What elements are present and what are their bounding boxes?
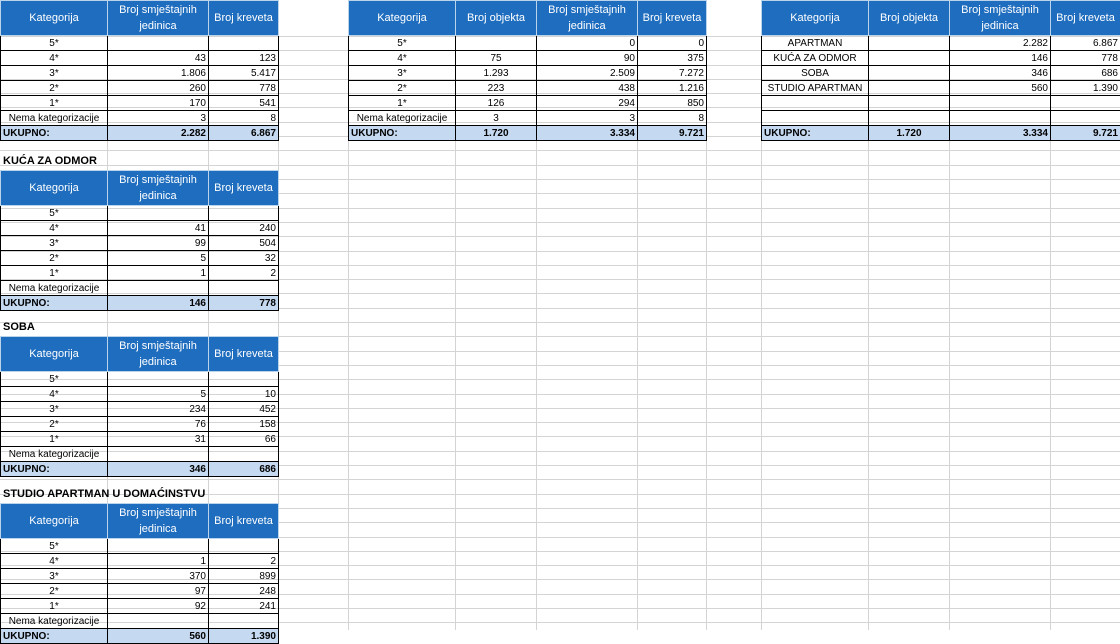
- cell-o[interactable]: 1.720: [869, 126, 950, 141]
- cell-k[interactable]: 2*: [1, 251, 108, 266]
- cell-b[interactable]: [1051, 111, 1120, 126]
- cell-j[interactable]: 346: [108, 462, 209, 477]
- table-row: [349, 36, 707, 51]
- cell-b[interactable]: 1.390: [1051, 81, 1120, 96]
- table-row: [349, 51, 707, 66]
- total-row: [1, 462, 279, 477]
- cell-o[interactable]: [869, 36, 950, 51]
- table-row: [1, 221, 279, 236]
- table-row: [1, 447, 279, 462]
- total-row: [1, 629, 279, 644]
- header-row: [1, 504, 279, 539]
- header-broj-jedinica: Broj smještajnih jedinica: [108, 1, 209, 36]
- header-kategorija: Kategorija: [762, 1, 869, 36]
- cell-k[interactable]: Nema kategorizacije: [1, 281, 108, 296]
- cell-k[interactable]: 5*: [349, 36, 456, 51]
- apartman-table: [0, 0, 279, 141]
- cell-b[interactable]: 6.867: [1051, 36, 1120, 51]
- cell-j[interactable]: [108, 539, 209, 554]
- table-row: [1, 251, 279, 266]
- cell-b[interactable]: [209, 36, 279, 51]
- header-kategorija: Kategorija: [349, 1, 456, 36]
- kuca-za-odmor-table: [0, 170, 279, 311]
- table-row: [349, 81, 707, 96]
- cell-o[interactable]: 1.720: [456, 126, 537, 141]
- cell-b[interactable]: 0: [638, 36, 707, 51]
- section-title-kuca-za-odmor: KUĆA ZA ODMOR: [3, 154, 97, 168]
- cell-j[interactable]: 2.282: [950, 36, 1051, 51]
- cell-j[interactable]: [108, 281, 209, 296]
- cell-b[interactable]: [209, 281, 279, 296]
- table-row: [1, 539, 279, 554]
- soba-table: [0, 336, 279, 477]
- cell-j[interactable]: [108, 447, 209, 462]
- cell-k[interactable]: 4*: [1, 51, 108, 66]
- cell-b[interactable]: 10: [209, 387, 279, 402]
- cell-b[interactable]: 778: [209, 296, 279, 311]
- table-row: [1, 281, 279, 296]
- header-row: [1, 1, 279, 36]
- table-row: [1, 236, 279, 251]
- grid-row-line: [0, 150, 1120, 151]
- cell-b[interactable]: 9.721: [1051, 126, 1120, 141]
- cell-j[interactable]: 2.282: [108, 126, 209, 141]
- cell-k[interactable]: SOBA: [762, 66, 869, 81]
- table-row: [349, 111, 707, 126]
- cell-k[interactable]: 5*: [1, 372, 108, 387]
- cell-b[interactable]: 850: [638, 96, 707, 111]
- table-row: [1, 111, 279, 126]
- header-row: [1, 171, 279, 206]
- header-broj-jedinica: Broj smještajnih jedinica: [108, 171, 209, 206]
- table-row: [762, 36, 1120, 51]
- cell-j[interactable]: 2.509: [537, 66, 638, 81]
- cell-b[interactable]: 8: [638, 111, 707, 126]
- cell-b[interactable]: 504: [209, 236, 279, 251]
- cell-j[interactable]: 99: [108, 236, 209, 251]
- cell-j[interactable]: [950, 111, 1051, 126]
- header-row: [762, 1, 1120, 36]
- total-row: [1, 126, 279, 141]
- grid-row-line: [0, 322, 1120, 323]
- cell-b[interactable]: 1.390: [209, 629, 279, 644]
- cell-j[interactable]: 1: [108, 266, 209, 281]
- cell-j[interactable]: 1.806: [108, 66, 209, 81]
- table-row: [1, 206, 279, 221]
- cell-k[interactable]: 3*: [349, 66, 456, 81]
- cell-b[interactable]: 240: [209, 221, 279, 236]
- cell-b[interactable]: [209, 206, 279, 221]
- cell-k[interactable]: 1*: [349, 96, 456, 111]
- cell-j[interactable]: [108, 372, 209, 387]
- header-kategorija: Kategorija: [1, 504, 108, 539]
- cell-b[interactable]: 248: [209, 584, 279, 599]
- cell-k[interactable]: UKUPNO:: [762, 126, 869, 141]
- cell-b[interactable]: 2: [209, 554, 279, 569]
- cell-k[interactable]: UKUPNO:: [1, 629, 108, 644]
- table-row: [762, 51, 1120, 66]
- header-broj-kreveta: Broj kreveta: [638, 1, 707, 36]
- total-row: [349, 126, 707, 141]
- cell-b[interactable]: 686: [1051, 66, 1120, 81]
- table-row: [762, 96, 1120, 111]
- cell-j[interactable]: 3: [108, 111, 209, 126]
- cell-j[interactable]: [108, 614, 209, 629]
- table-row: [349, 66, 707, 81]
- cell-o[interactable]: [869, 51, 950, 66]
- cell-j[interactable]: [108, 36, 209, 51]
- table-row: [349, 96, 707, 111]
- cell-b[interactable]: 241: [209, 599, 279, 614]
- cell-b[interactable]: 899: [209, 569, 279, 584]
- table-row: [762, 111, 1120, 126]
- cell-b[interactable]: 123: [209, 51, 279, 66]
- cell-k[interactable]: 2*: [1, 584, 108, 599]
- header-kategorija: Kategorija: [1, 337, 108, 372]
- cell-b[interactable]: 1.216: [638, 81, 707, 96]
- cell-j[interactable]: 260: [108, 81, 209, 96]
- cell-k[interactable]: [762, 96, 869, 111]
- cell-k[interactable]: UKUPNO:: [349, 126, 456, 141]
- cell-b[interactable]: 66: [209, 432, 279, 447]
- header-broj-jedinica: Broj smještajnih jedinica: [950, 1, 1051, 36]
- cell-k[interactable]: 2*: [349, 81, 456, 96]
- table-row: [1, 402, 279, 417]
- table-row: [1, 36, 279, 51]
- cell-k[interactable]: 1*: [1, 432, 108, 447]
- cell-j[interactable]: 146: [108, 296, 209, 311]
- cell-k[interactable]: 1*: [1, 266, 108, 281]
- cell-j[interactable]: 146: [950, 51, 1051, 66]
- cell-b[interactable]: 8: [209, 111, 279, 126]
- cell-k[interactable]: Nema kategorizacije: [349, 111, 456, 126]
- cell-k[interactable]: 3*: [1, 402, 108, 417]
- table-row: [1, 387, 279, 402]
- cell-j[interactable]: 90: [537, 51, 638, 66]
- cell-k[interactable]: 2*: [1, 81, 108, 96]
- cell-k[interactable]: Nema kategorizacije: [1, 111, 108, 126]
- cell-j[interactable]: 560: [108, 629, 209, 644]
- cell-j[interactable]: 170: [108, 96, 209, 111]
- table-row: [1, 372, 279, 387]
- ukupno-po-vrsti-table: [761, 0, 1120, 141]
- header-row: [1, 337, 279, 372]
- cell-o[interactable]: [456, 36, 537, 51]
- cell-k[interactable]: KUĆA ZA ODMOR: [762, 51, 869, 66]
- cell-k[interactable]: 5*: [1, 36, 108, 51]
- header-broj-jedinica: Broj smještajnih jedinica: [537, 1, 638, 36]
- header-kategorija: Kategorija: [1, 1, 108, 36]
- table-row: [1, 266, 279, 281]
- header-kategorija: Kategorija: [1, 171, 108, 206]
- cell-k[interactable]: 2*: [1, 417, 108, 432]
- total-row: [762, 126, 1120, 141]
- cell-o[interactable]: 3: [456, 111, 537, 126]
- cell-b[interactable]: 158: [209, 417, 279, 432]
- cell-k[interactable]: [762, 111, 869, 126]
- cell-j[interactable]: 1: [108, 554, 209, 569]
- table-row: [1, 66, 279, 81]
- table-row: [1, 432, 279, 447]
- cell-j[interactable]: 346: [950, 66, 1051, 81]
- cell-j[interactable]: [950, 96, 1051, 111]
- cell-o[interactable]: [869, 81, 950, 96]
- cell-k[interactable]: UKUPNO:: [1, 296, 108, 311]
- cell-o[interactable]: 126: [456, 96, 537, 111]
- cell-b[interactable]: 7.272: [638, 66, 707, 81]
- cell-j[interactable]: 370: [108, 569, 209, 584]
- cell-k[interactable]: 4*: [1, 221, 108, 236]
- table-row: [1, 81, 279, 96]
- cell-k[interactable]: 3*: [1, 66, 108, 81]
- cell-k[interactable]: 1*: [1, 599, 108, 614]
- header-broj-kreveta: Broj kreveta: [209, 171, 279, 206]
- cell-j[interactable]: 76: [108, 417, 209, 432]
- total-row: [1, 296, 279, 311]
- cell-b[interactable]: 32: [209, 251, 279, 266]
- cell-b[interactable]: [1051, 96, 1120, 111]
- cell-j[interactable]: 43: [108, 51, 209, 66]
- cell-k[interactable]: 1*: [1, 96, 108, 111]
- cell-k[interactable]: 5*: [1, 206, 108, 221]
- cell-j[interactable]: 97: [108, 584, 209, 599]
- cell-j[interactable]: 31: [108, 432, 209, 447]
- grid-row-line: [0, 479, 1120, 480]
- header-row: [349, 1, 707, 36]
- cell-j[interactable]: 3: [537, 111, 638, 126]
- cell-j[interactable]: 5: [108, 251, 209, 266]
- table-row: [1, 599, 279, 614]
- cell-k[interactable]: 3*: [1, 569, 108, 584]
- cell-b[interactable]: 541: [209, 96, 279, 111]
- header-broj-kreveta: Broj kreveta: [209, 337, 279, 372]
- table-row: [1, 96, 279, 111]
- table-row: [1, 417, 279, 432]
- cell-b[interactable]: 9.721: [638, 126, 707, 141]
- header-broj-objekta: Broj objekta: [456, 1, 537, 36]
- table-row: [762, 66, 1120, 81]
- cell-j[interactable]: 41: [108, 221, 209, 236]
- cell-b[interactable]: 686: [209, 462, 279, 477]
- cell-k[interactable]: UKUPNO:: [1, 126, 108, 141]
- header-broj-kreveta: Broj kreveta: [209, 1, 279, 36]
- ukupno-po-kategoriji-table: [348, 0, 707, 141]
- table-row: [1, 569, 279, 584]
- cell-b[interactable]: 6.867: [209, 126, 279, 141]
- cell-o[interactable]: [869, 96, 950, 111]
- cell-b[interactable]: [209, 614, 279, 629]
- cell-j[interactable]: [108, 206, 209, 221]
- grid-row-line: [0, 165, 1120, 166]
- cell-k[interactable]: 4*: [349, 51, 456, 66]
- cell-j[interactable]: 294: [537, 96, 638, 111]
- cell-j[interactable]: 3.334: [537, 126, 638, 141]
- cell-o[interactable]: [869, 66, 950, 81]
- cell-b[interactable]: [209, 372, 279, 387]
- table-row: [1, 51, 279, 66]
- cell-j[interactable]: 0: [537, 36, 638, 51]
- cell-b[interactable]: 2: [209, 266, 279, 281]
- cell-k[interactable]: 4*: [1, 387, 108, 402]
- header-broj-jedinica: Broj smještajnih jedinica: [108, 337, 209, 372]
- table-row: [1, 614, 279, 629]
- cell-b[interactable]: 375: [638, 51, 707, 66]
- cell-k[interactable]: Nema kategorizacije: [1, 614, 108, 629]
- cell-b[interactable]: 5.417: [209, 66, 279, 81]
- cell-k[interactable]: STUDIO APARTMAN: [762, 81, 869, 96]
- cell-j[interactable]: 234: [108, 402, 209, 417]
- section-title-studio-apartman: STUDIO APARTMAN U DOMAĆINSTVU: [3, 487, 205, 501]
- cell-k[interactable]: 4*: [1, 554, 108, 569]
- table-row: [1, 554, 279, 569]
- cell-k[interactable]: UKUPNO:: [1, 462, 108, 477]
- header-broj-kreveta: Broj kreveta: [1051, 1, 1120, 36]
- cell-b[interactable]: 778: [209, 81, 279, 96]
- cell-k[interactable]: Nema kategorizacije: [1, 447, 108, 462]
- table-row: [762, 81, 1120, 96]
- cell-j[interactable]: 560: [950, 81, 1051, 96]
- cell-b[interactable]: [209, 539, 279, 554]
- cell-j[interactable]: 438: [537, 81, 638, 96]
- studio-apartman-table: [0, 503, 279, 644]
- cell-j[interactable]: 3.334: [950, 126, 1051, 141]
- cell-j[interactable]: 92: [108, 599, 209, 614]
- cell-o[interactable]: [869, 111, 950, 126]
- cell-k[interactable]: 3*: [1, 236, 108, 251]
- cell-o[interactable]: 75: [456, 51, 537, 66]
- cell-k[interactable]: APARTMAN: [762, 36, 869, 51]
- header-broj-jedinica: Broj smještajnih jedinica: [108, 504, 209, 539]
- cell-j[interactable]: 5: [108, 387, 209, 402]
- cell-k[interactable]: 5*: [1, 539, 108, 554]
- cell-b[interactable]: 452: [209, 402, 279, 417]
- cell-o[interactable]: 1.293: [456, 66, 537, 81]
- header-broj-kreveta: Broj kreveta: [209, 504, 279, 539]
- table-row: [1, 584, 279, 599]
- cell-b[interactable]: 778: [1051, 51, 1120, 66]
- cell-o[interactable]: 223: [456, 81, 537, 96]
- section-title-soba: SOBA: [3, 320, 35, 334]
- header-broj-objekta: Broj objekta: [869, 1, 950, 36]
- cell-b[interactable]: [209, 447, 279, 462]
